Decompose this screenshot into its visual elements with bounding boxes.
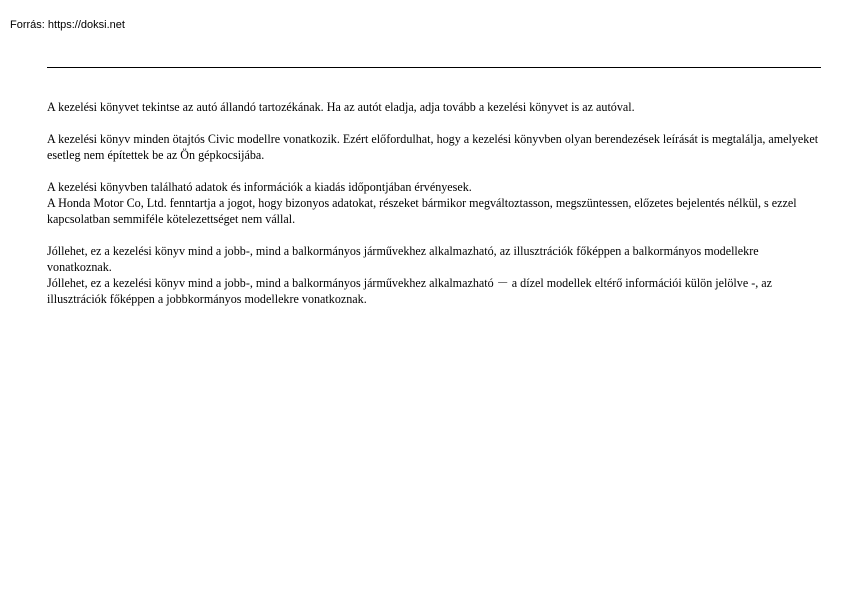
source-label: Forrás: https://doksi.net [10,19,125,31]
paragraph-data-validity [47,179,822,227]
paragraph-model-scope [47,131,822,163]
header-divider [47,67,821,68]
text-line: A Honda Motor Co, Ltd. fenntartja a jogot, hogy bizonyos adatokat, részeket bármikor megváltoztasson, megszüntessen, előzetes bejelentés nélkül, s ezzel kapcsolatban semmiféle kötelezettséget nem vállal. [47,196,797,226]
text-line: A kezelési könyvben található adatok és információk a kiadás időpontjában érvényesek. [47,180,472,194]
document-body [47,99,822,323]
text-line: A kezelési könyv minden ötajtós Civic modellre vonatkozik. Ezért előfordulhat, hogy a kezelési könyvben olyan berendezések leírását is megtalálja, amelyeket esetleg nem építettek be az Ön gépkocsijába. [47,132,819,162]
paragraph-steering-illustrations [47,243,822,307]
text-line: Jóllehet, ez a kezelési könyv mind a jobb-, mind a balkormányos járművekhez alkalmazható, az illusztrációk főképpen a balkormányos modellekre vonatkoznak. [47,244,759,274]
text-line: Jóllehet, ez a kezelési könyv mind a jobb-, mind a balkormányos járművekhez alkalmazható － a dízel modellek eltérő információi külön jelölve -, az illusztrációk főképpen a jobbkormányos modellekre vonatkoznak. [47,276,773,306]
text-line: A kezelési könyvet tekintse az autó állandó tartozékának. Ha az autót eladja, adja tovább a kezelési könyvet is az autóval. [47,100,635,114]
paragraph-ownership-note [47,99,822,115]
